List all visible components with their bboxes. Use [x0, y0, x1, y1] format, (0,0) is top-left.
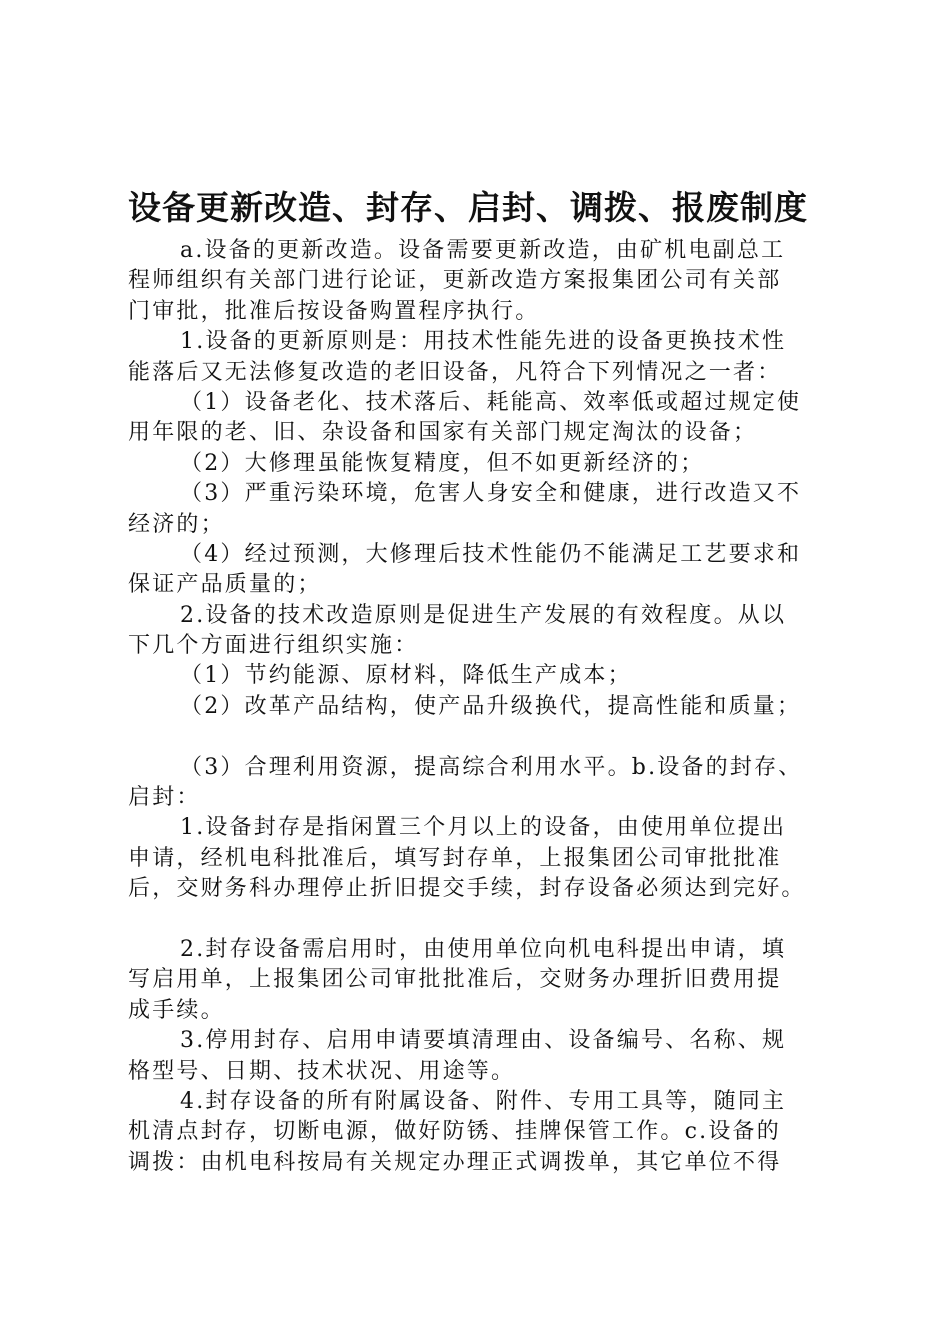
paragraph-line: 启封：	[128, 785, 201, 811]
paragraph-line: 能落后又无法修复改造的老旧设备，凡符合下列情况之一者：	[128, 359, 782, 385]
document-title: 设备更新改造、封存、启封、调拨、报废制度	[128, 188, 808, 227]
blank-line	[128, 905, 850, 935]
paragraph-line: 门审批，批准后按设备购置程序执行。	[128, 298, 540, 324]
paragraph-line: 程师组织有关部门进行论证，更新改造方案报集团公司有关部	[128, 268, 782, 294]
blank-line	[128, 722, 850, 752]
paragraph-line: 保证产品质量的；	[128, 572, 322, 598]
paragraph-line: 下几个方面进行组织实施：	[128, 633, 419, 659]
paragraph-line: 1.设备封存是指闲置三个月以上的设备，由使用单位提出	[180, 815, 787, 841]
paragraph-line: 机清点封存，切断电源，做好防锈、挂牌保管工作。c.设备的	[128, 1119, 781, 1145]
paragraph-line: 3.停用封存、启用申请要填清理由、设备编号、名称、规	[180, 1028, 787, 1054]
paragraph-line: a.设备的更新改造。设备需要更新改造，由矿机电副总工	[180, 238, 786, 263]
paragraph-line: 2.封存设备需启用时，由使用单位向机电科提出申请，填	[180, 936, 787, 962]
paragraph-line: （3）严重污染环境，危害人身安全和健康，进行改造又不	[180, 481, 802, 507]
paragraph-line: 后，交财务科办理停止折旧提交手续，封存设备必须达到完好。	[128, 876, 806, 902]
paragraph-line: （2）改革产品结构，使产品升级换代，提高性能和质量；	[180, 693, 802, 719]
paragraph-line: 用年限的老、旧、杂设备和国家有关部门规定淘汰的设备；	[128, 420, 758, 446]
paragraph-line: 格型号、日期、技术状况、用途等。	[128, 1058, 516, 1084]
paragraph-line: （1）设备老化、技术落后、耗能高、效率低或超过规定使	[180, 389, 802, 415]
paragraph-line: 调拨：由机电科按局有关规定办理正式调拨单，其它单位不得	[128, 1149, 782, 1175]
paragraph-line: （1）节约能源、原材料，降低生产成本；	[180, 663, 632, 689]
paragraph-line: 写启用单，上报集团公司审批批准后，交财务办理折旧费用提	[128, 967, 782, 993]
document-body	[128, 236, 850, 1178]
paragraph-line: 经济的；	[128, 511, 225, 537]
paragraph-line: 申请，经机电科批准后，填写封存单，上报集团公司审批批准	[128, 845, 782, 871]
paragraph-line: （2）大修理虽能恢复精度，但不如更新经济的；	[180, 450, 705, 476]
paragraph-line: 1.设备的更新原则是：用技术性能先进的设备更换技术性	[180, 329, 787, 355]
paragraph-line: 成手续。	[128, 997, 225, 1023]
paragraph-line: 4.封存设备的所有附属设备、附件、专用工具等，随同主	[180, 1088, 787, 1114]
paragraph-line: 2.设备的技术改造原则是促进生产发展的有效程度。从以	[180, 602, 787, 628]
paragraph-line: （3）合理利用资源，提高综合利用水平。b.设备的封存、	[180, 754, 803, 780]
paragraph-line: （4）经过预测，大修理后技术性能仍不能满足工艺要求和	[180, 541, 802, 567]
